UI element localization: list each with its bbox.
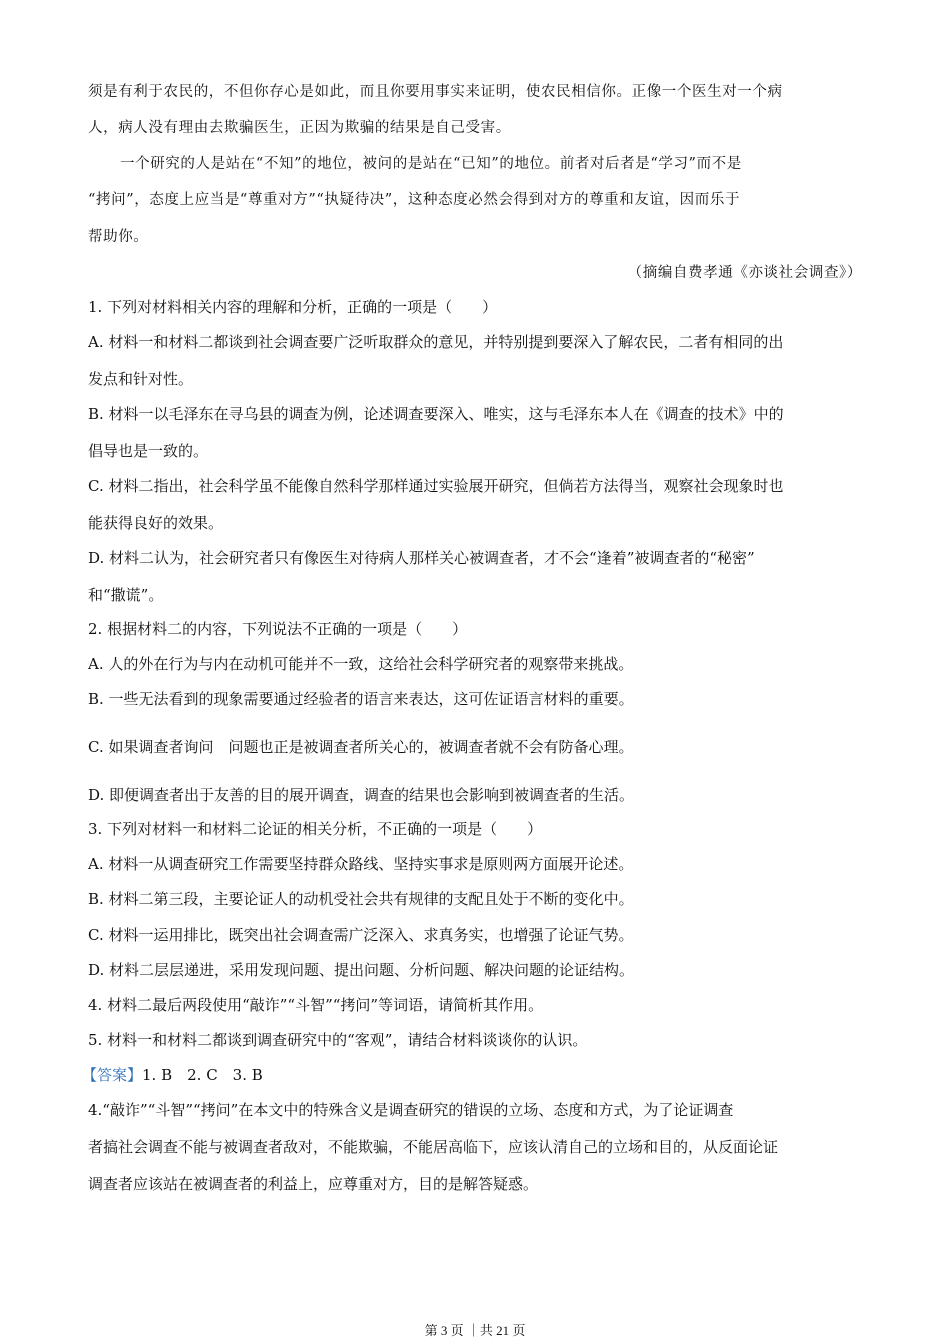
question-1-option-a-cont: 发点和针对性。 (88, 370, 194, 388)
question-1-option-d-cont: 和“撒谎”。 (88, 586, 164, 604)
question-1-option-d: D. 材料二认为，社会研究者只有像医生对待病人那样关心被调查者，才不会“逢着”被调查者的“秘密” (88, 549, 755, 567)
question-1-option-a: A. 材料一和材料二都谈到社会调查要广泛听取群众的意见，并特别提到要深入了解农民，二者有相同的出 (88, 333, 784, 351)
question-1-option-b: B. 材料一以毛泽东在寻乌县的调查为例，论述调查要深入、唯实，这与毛泽东本人在《调查的技术》中的 (88, 405, 784, 423)
question-4: 4. 材料二最后两段使用“敲诈”“斗智”“拷问”等词语，请简析其作用。 (88, 996, 544, 1014)
passage-line: 帮助你。 (88, 229, 149, 245)
question-1-option-c: C. 材料二指出，社会科学虽不能像自然科学那样通过实验展开研究，但倘若方法得当，观察社会现象时也 (88, 477, 784, 495)
question-3-stem: 3. 下列对材料一和材料二论证的相关分析，不正确的一项是（ ） (88, 820, 543, 838)
passage-source: （摘编自费孝通《亦谈社会调查》） (627, 265, 862, 281)
answer-4-line: 调查者应该站在被调查者的利益上，应尊重对方，目的是解答疑惑。 (88, 1175, 539, 1193)
answer-4-line: 者搞社会调查不能与被调查者敌对，不能欺骗，不能居高临下，应该认清自己的立场和目的，从反面论证 (88, 1138, 779, 1156)
passage-line: 人，病人没有理由去欺骗医生，正因为欺骗的结果是自己受害。 (88, 120, 511, 136)
question-2-stem: 2. 根据材料二的内容，下列说法不正确的一项是（ ） (88, 620, 468, 638)
passage-paragraph-start: 一个研究的人是站在“不知”的地位，被问的是站在“已知”的地位。前者对后者是“学习”而不是 (120, 156, 742, 172)
question-2-option-b: B. 一些无法看到的现象需要通过经验者的语言来表达，这可佐证语言材料的重要。 (88, 690, 634, 708)
question-2-option-d: D. 即便调查者出于友善的目的展开调查，调查的结果也会影响到被调查者的生活。 (88, 786, 635, 804)
page-footer: 第 3 页 ｜共 21 页 (424, 1323, 526, 1338)
question-3-option-c: C. 材料一运用排比，既突出社会调查需广泛深入、求真务实，也增强了论证气势。 (88, 926, 634, 944)
passage-line: 须是有利于农民的，不但你存心是如此，而且你要用事实来证明，使农民相信你。正像一个医生对一个病 (88, 84, 783, 100)
question-5: 5. 材料一和材料二都谈到调查研究中的“客观”，请结合材料谈谈你的认识。 (88, 1031, 588, 1049)
answer-4-line: 4.“敲诈”“斗智”“拷问”在本文中的特殊含义是调查研究的错误的立场、态度和方式，为了论证调查 (88, 1101, 734, 1119)
answer-tag: 【答案】 (82, 1066, 143, 1084)
answer-line (82, 1064, 856, 1086)
passage-line: “拷问”，态度上应当是“尊重对方”“执疑待决”，这种态度必然会得到对方的尊重和友谊，因而乐于 (88, 192, 741, 208)
question-2-option-a: A. 人的外在行为与内在动机可能并不一致，这给社会科学研究者的观察带来挑战。 (88, 655, 634, 673)
question-1-option-b-cont: 倡导也是一致的。 (88, 442, 209, 460)
question-3-option-a: A. 材料一从调查研究工作需要坚持群众路线、坚持实事求是原则两方面展开论述。 (88, 855, 634, 873)
question-3-option-d: D. 材料二层层递进，采用发现问题、提出问题、分析问题、解决问题的论证结构。 (88, 961, 635, 979)
question-1-option-c-cont: 能获得良好的效果。 (88, 514, 224, 532)
answer-choices: 1. B 2. C 3. B (142, 1066, 263, 1084)
question-3-option-b: B. 材料二第三段，主要论证人的动机受社会共有规律的支配且处于不断的变化中。 (88, 890, 634, 908)
question-1-stem: 1. 下列对材料相关内容的理解和分析，正确的一项是（ ） (88, 298, 498, 316)
question-2-option-c: C. 如果调查者询问 问题也正是被调查者所关心的，被调查者就不会有防备心理。 (88, 738, 634, 756)
